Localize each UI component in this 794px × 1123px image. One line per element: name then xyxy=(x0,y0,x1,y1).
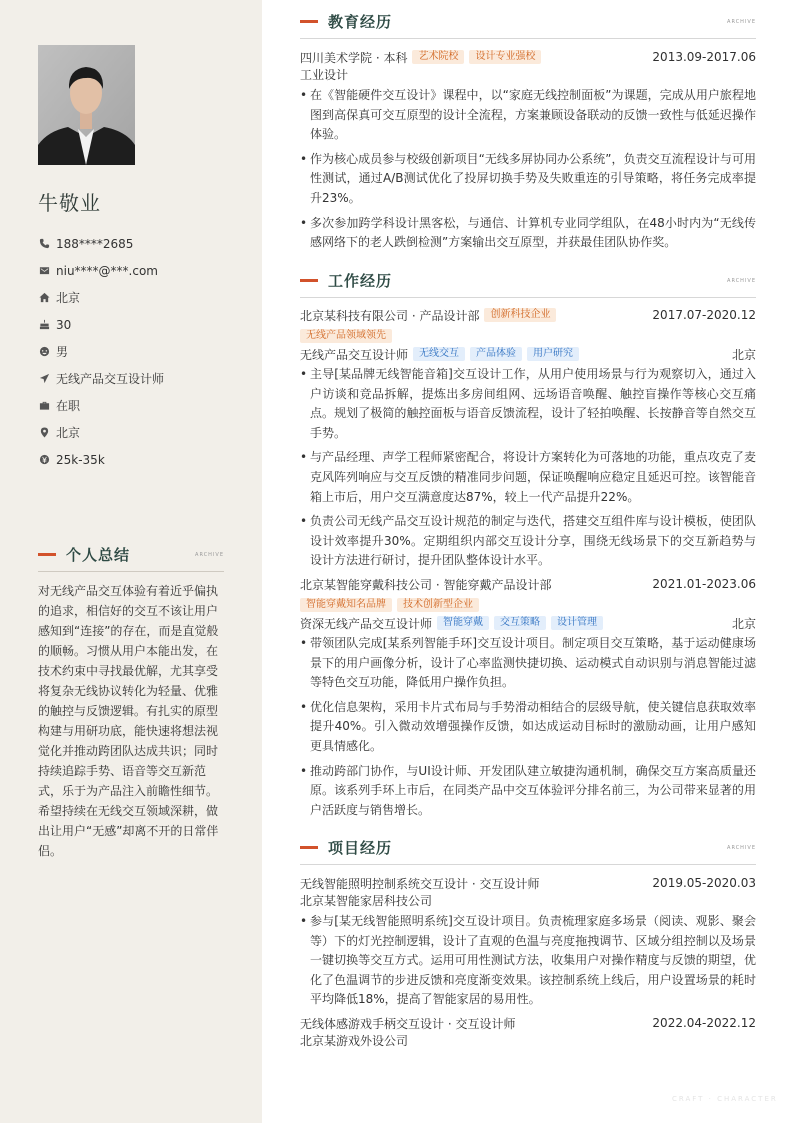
home-icon xyxy=(38,292,50,304)
info-email-text: niu****@***.com xyxy=(56,263,158,278)
education-bullets xyxy=(300,86,756,253)
contact-info xyxy=(38,230,238,473)
skill-tag: 设计管理 xyxy=(551,616,603,630)
job-city: 北京 xyxy=(731,616,756,631)
company-tag: 技术创新型企业 xyxy=(397,598,479,612)
info-gender xyxy=(38,338,238,365)
job-city: 北京 xyxy=(731,347,756,362)
project-org: 北京某游戏外设公司 xyxy=(300,1034,409,1048)
job-header-row xyxy=(300,575,756,593)
job-position: 无线产品交互设计师 xyxy=(300,347,409,362)
list-item: • 推动跨部门协作，与UI设计师、开发团队建立敏捷沟通机制，确保交互方案高质量还原。该系列手环上市后，在同类产品中交互体验评分排名前三，为公司带来显著的用户活跃度与销售增长。 xyxy=(300,762,756,821)
project-name: 无线智能照明控制系统交互设计 · 交互设计师 xyxy=(300,876,540,891)
heading-accent-bar xyxy=(300,279,318,282)
info-gender-text: 男 xyxy=(56,345,69,359)
job-extra-tags xyxy=(300,327,756,345)
skill-tag: 产品体验 xyxy=(470,347,522,361)
info-salary xyxy=(38,446,238,473)
info-email xyxy=(38,257,238,284)
skill-tag: 交互策略 xyxy=(494,616,546,630)
school-tag: 设计专业强校 xyxy=(469,50,541,64)
project-date: 2019.05-2020.03 xyxy=(652,876,756,890)
school-tag: 艺术院校 xyxy=(412,50,464,64)
job-header-row xyxy=(300,306,756,324)
info-position-text: 无线产品交互设计师 xyxy=(56,372,165,386)
education-date: 2013.09-2017.06 xyxy=(652,50,756,64)
skill-tag: 用户研究 xyxy=(527,347,579,361)
projects-heading xyxy=(300,837,756,865)
skill-tag: 智能穿戴 xyxy=(437,616,489,630)
education-major: 工业设计 xyxy=(300,68,349,82)
job-bullets xyxy=(300,365,756,571)
list-item: • 主导[某品牌无线智能音箱]交互设计工作，从用户使用场景与行为观察切入，通过入户访谈和竞品拆解，提炼出多房间组网、远场语音唤醒、触控盲操作等核心交互痛点。规划了极简的触控面板与语音反馈流程，设计了轻拍唤醒、长按静音等自然交互手势。 xyxy=(300,365,756,443)
summary-archive-label: ARCHIVE xyxy=(195,552,224,558)
education-entry xyxy=(300,48,756,258)
project-header-row xyxy=(300,874,756,892)
skill-tag: 无线交互 xyxy=(413,347,465,361)
salary-icon xyxy=(38,454,50,466)
info-home-text: 北京 xyxy=(56,291,81,305)
job-bullets xyxy=(300,634,756,820)
job-entry xyxy=(300,575,756,825)
info-location xyxy=(38,419,238,446)
info-position xyxy=(38,365,238,392)
project-entry xyxy=(300,874,756,1015)
work-heading xyxy=(300,270,756,298)
project-header-row xyxy=(300,1014,756,1032)
company-tag: 无线产品领域领先 xyxy=(300,329,392,343)
heading-accent-bar xyxy=(300,20,318,23)
project-date: 2022.04-2022.12 xyxy=(652,1016,756,1030)
education-header-row xyxy=(300,48,756,66)
info-age-text: 30 xyxy=(56,317,72,332)
work-archive-label: ARCHIVE xyxy=(727,278,756,284)
info-status-text: 在职 xyxy=(56,399,81,413)
info-phone xyxy=(38,230,238,257)
company-name: 北京某科技有限公司 · 产品设计部 xyxy=(300,308,480,323)
education-archive-label: ARCHIVE xyxy=(727,19,756,25)
projects-archive-label: ARCHIVE xyxy=(727,845,756,851)
job-position-row xyxy=(300,345,756,363)
education-title: 教育经历 xyxy=(328,13,393,31)
heading-accent-bar xyxy=(38,553,56,556)
cake-icon xyxy=(38,319,50,331)
list-item: • 作为核心成员参与校级创新项目“无线多屏协同办公系统”，负责交互流程设计与可用性测试，通过A/B测试优化了投屏切换手势及失败重连的引导策略，将任务完成率提升23%。 xyxy=(300,150,756,209)
briefcase-icon xyxy=(38,400,50,412)
email-icon xyxy=(38,265,50,277)
list-item: • 负责公司无线产品交互设计规范的制定与迭代，搭建交互组件库与设计模板，使团队设计效率提升30%。定期组织内部交互设计分享，围绕无线场景下的交互新趋势与设计方法进行研讨，提升团队整体设计水平。 xyxy=(300,512,756,571)
send-icon xyxy=(38,373,50,385)
sidebar xyxy=(0,0,262,1123)
list-item: • 参与[某无线智能照明系统]交互设计项目。负责梳理家庭多场景（阅读、观影、聚会等）下的灯光控制逻辑，设计了直观的色温与亮度拖拽调节、区域分组控制以及场景一键切换等交互方式。运用可用性测试方法，收集用户对操作精度与反馈的期望，优化了色温调节的步进反馈和亮度渐变效果。该控制系统上线后，用户设置场景的耗时平均降低18%，提高了智能家居的易用性。 xyxy=(300,912,756,1010)
work-title: 工作经历 xyxy=(328,272,393,290)
job-entry xyxy=(300,306,756,576)
project-name: 无线体感游戏手柄交互设计 · 交互设计师 xyxy=(300,1016,516,1031)
profile-photo xyxy=(38,45,135,165)
info-status xyxy=(38,392,238,419)
list-item: • 优化信息架构，采用卡片式布局与手势滑动相结合的层级导航，使关键信息获取效率提升40%。引入微动效增强操作反馈，如达成运动目标时的激励动画，让用户感知更具情感化。 xyxy=(300,698,756,757)
company-tag: 创新科技企业 xyxy=(484,308,556,322)
candidate-name: 牛敬业 xyxy=(38,191,101,215)
job-position: 资深无线产品交互设计师 xyxy=(300,616,433,631)
phone-icon xyxy=(38,238,50,250)
summary-heading xyxy=(38,544,224,572)
location-icon xyxy=(38,427,50,439)
info-phone-text: 188****2685 xyxy=(56,236,134,251)
school-name: 四川美术学院 · 本科 xyxy=(300,50,408,65)
heading-accent-bar xyxy=(300,846,318,849)
project-entry xyxy=(300,1014,756,1050)
projects-title: 项目经历 xyxy=(328,839,393,857)
list-item: • 在《智能硬件交互设计》课程中，以“家庭无线控制面板”为课题，完成从用户旅程地图到高保真可交互原型的设计全流程，方案兼顾设备联动的反馈一致性与低延迟操作体验。 xyxy=(300,86,756,145)
project-org: 北京某智能家居科技公司 xyxy=(300,894,433,908)
list-item: • 与产品经理、声学工程师紧密配合，将设计方案转化为可落地的功能，重点攻克了麦克风阵列响应与交互反馈的精准同步问题，保证唤醒响应稳定且延迟可控。该智能音箱上市后，用户交互满意度达87%，较上一代产品提升22%。 xyxy=(300,448,756,507)
company-name: 北京某智能穿戴科技公司 · 智能穿戴产品设计部 xyxy=(300,577,552,592)
list-item: • 带领团队完成[某系列智能手环]交互设计项目。制定项目交互策略，基于运动健康场景下的用户画像分析，设计了心率监测快捷切换、运动模式自动识别与消息智能过滤等特色交互功能，降低用户操作负担。 xyxy=(300,634,756,693)
job-extra-tags xyxy=(300,596,756,614)
job-position-row xyxy=(300,614,756,632)
project-bullets xyxy=(300,912,756,1010)
info-salary-text: 25k-35k xyxy=(56,452,105,467)
job-date: 2017.07-2020.12 xyxy=(652,308,756,322)
info-location-text: 北京 xyxy=(56,426,81,440)
summary-text: 对无线产品交互体验有着近乎偏执的追求，相信好的交互不该让用户感知到“连接”的存在，而是直觉般的顺畅。习惯从用户本能出发，在技术约束中寻找最优解，尤其享受将复杂无线协议转化为轻量、优雅的触控与反馈逻辑。有扎实的原型构建与用研功底，能快速将想法视觉化并推动跨团队达成共识；同时持续追踪手势、语音等交互新范式，乐于为产品注入前瞻性细节。希望持续在无线交互领域深耕，做出让用户“无感”却离不开的日常伴侣。 xyxy=(38,584,219,858)
company-tag: 智能穿戴知名品牌 xyxy=(300,598,392,612)
watermark: CRAFT · CHARACTER xyxy=(672,1095,778,1103)
job-date: 2021.01-2023.06 xyxy=(652,577,756,591)
education-heading xyxy=(300,11,756,39)
info-home xyxy=(38,284,238,311)
list-item: • 多次参加跨学科设计黑客松，与通信、计算机专业同学组队，在48小时内为“无线传感网络下的老人跌倒检测”方案输出交互原型，并获最佳团队协作奖。 xyxy=(300,214,756,253)
gender-icon xyxy=(38,346,50,358)
summary-title: 个人总结 xyxy=(66,546,131,564)
info-age xyxy=(38,311,238,338)
